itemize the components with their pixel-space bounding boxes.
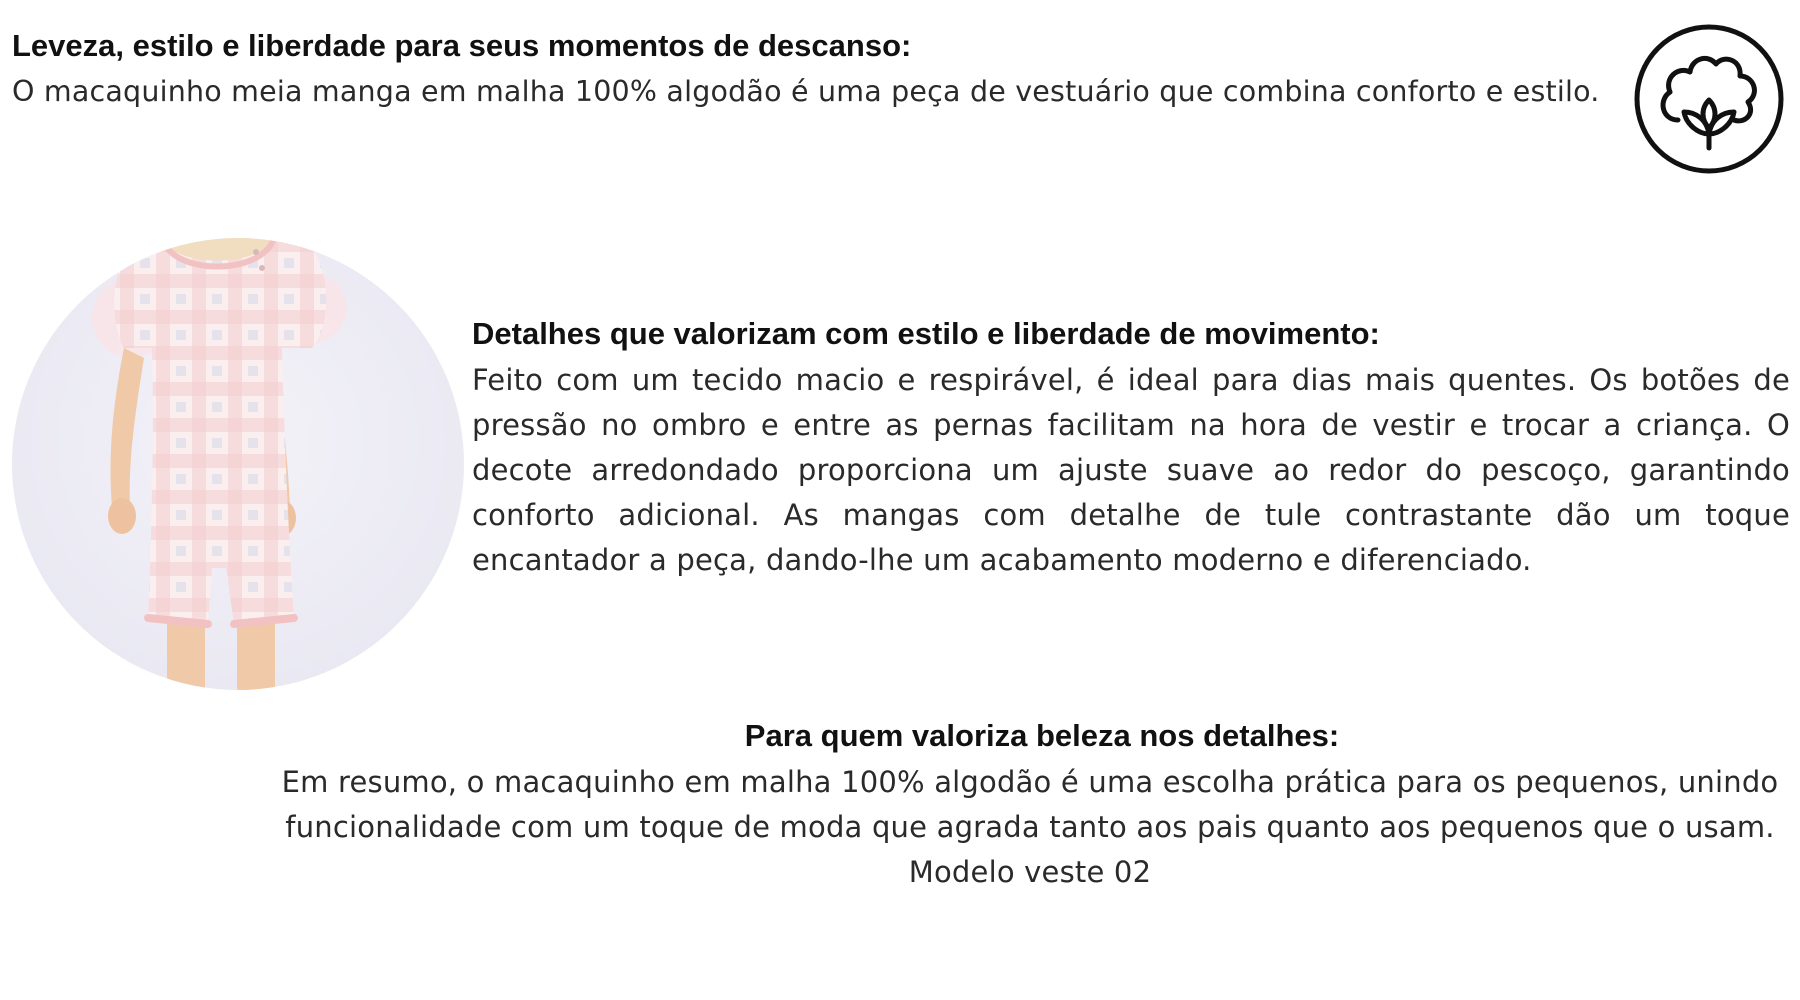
summary-heading: Para quem valoriza beleza nos detalhes: <box>744 718 1340 753</box>
intro-heading: Leveza, estilo e liberdade para seus momentos de descanso: <box>12 28 912 63</box>
cotton-flower-icon <box>1634 24 1784 174</box>
product-photo <box>12 238 464 690</box>
model-size-note: Modelo veste 02 <box>908 855 1152 889</box>
details-text: Feito com um tecido macio e respirável, é ideal para dias mais quentes. Os botões de pressão no ombro e entre as pernas facilitam na hora de vestir e trocar a criança. O decote arredondado proporciona um ajuste suave ao redor do pescoço, garantindo conforto adicional. As mangas com detalhe de tule contrastante dão um toque encantador a peça, dando-lhe um acabamento moderno e diferenciado. <box>472 363 1790 577</box>
intro-section <box>12 28 1632 114</box>
details-section <box>472 316 1790 583</box>
summary-text: Em resumo, o macaquinho em malha 100% algodão é uma escolha prática para os pequenos, unindo funcionalidade com um toque de moda que agrada tanto aos pais quanto aos pequenos que o usam. <box>281 765 1779 844</box>
intro-text: O macaquinho meia manga em malha 100% algodão é uma peça de vestuário que combina conforto e estilo. <box>12 75 1600 108</box>
details-heading: Detalhes que valorizam com estilo e liberdade de movimento: <box>472 316 1380 351</box>
summary-section <box>270 718 1790 895</box>
